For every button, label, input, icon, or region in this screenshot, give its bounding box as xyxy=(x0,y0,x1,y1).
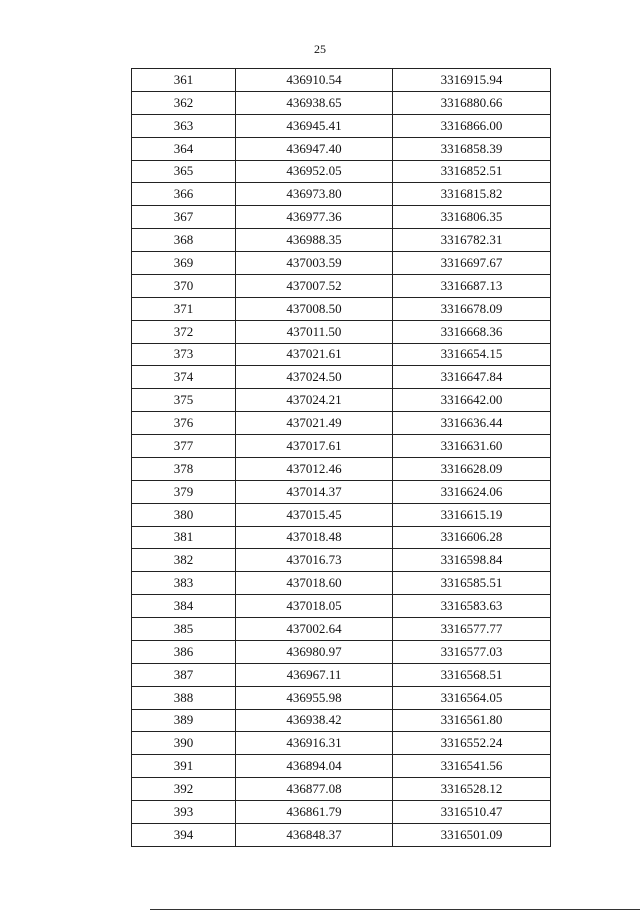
table-row xyxy=(132,160,551,183)
table-row xyxy=(132,366,551,389)
table-row xyxy=(132,778,551,801)
y-coordinate-cell: 3316564.05 xyxy=(393,686,551,709)
y-coordinate-cell: 3316552.24 xyxy=(393,732,551,755)
x-coordinate-cell: 436947.40 xyxy=(236,137,393,160)
table-row xyxy=(132,343,551,366)
y-coordinate-cell: 3316654.15 xyxy=(393,343,551,366)
point-number-cell: 388 xyxy=(132,686,236,709)
x-coordinate-cell: 436973.80 xyxy=(236,183,393,206)
table-row xyxy=(132,69,551,92)
point-number-cell: 384 xyxy=(132,595,236,618)
y-coordinate-cell: 3316858.39 xyxy=(393,137,551,160)
table-row xyxy=(132,732,551,755)
table-row xyxy=(132,480,551,503)
point-number-cell: 383 xyxy=(132,572,236,595)
x-coordinate-cell: 437017.61 xyxy=(236,435,393,458)
y-coordinate-cell: 3316541.56 xyxy=(393,755,551,778)
x-coordinate-cell: 436967.11 xyxy=(236,663,393,686)
x-coordinate-cell: 436980.97 xyxy=(236,640,393,663)
x-coordinate-cell: 436955.98 xyxy=(236,686,393,709)
y-coordinate-cell: 3316915.94 xyxy=(393,69,551,92)
point-number-cell: 367 xyxy=(132,206,236,229)
y-coordinate-cell: 3316577.03 xyxy=(393,640,551,663)
table-row xyxy=(132,274,551,297)
table-row xyxy=(132,823,551,846)
table-row xyxy=(132,435,551,458)
y-coordinate-cell: 3316628.09 xyxy=(393,457,551,480)
point-number-cell: 369 xyxy=(132,252,236,275)
y-coordinate-cell: 3316528.12 xyxy=(393,778,551,801)
point-number-cell: 386 xyxy=(132,640,236,663)
y-coordinate-cell: 3316615.19 xyxy=(393,503,551,526)
table-row xyxy=(132,183,551,206)
x-coordinate-cell: 437016.73 xyxy=(236,549,393,572)
table-row xyxy=(132,709,551,732)
point-number-cell: 380 xyxy=(132,503,236,526)
table-row xyxy=(132,640,551,663)
y-coordinate-cell: 3316585.51 xyxy=(393,572,551,595)
x-coordinate-cell: 436916.31 xyxy=(236,732,393,755)
point-number-cell: 379 xyxy=(132,480,236,503)
point-number-cell: 385 xyxy=(132,618,236,641)
y-coordinate-cell: 3316678.09 xyxy=(393,297,551,320)
y-coordinate-cell: 3316561.80 xyxy=(393,709,551,732)
x-coordinate-cell: 437024.50 xyxy=(236,366,393,389)
table-row xyxy=(132,503,551,526)
x-coordinate-cell: 436848.37 xyxy=(236,823,393,846)
y-coordinate-cell: 3316782.31 xyxy=(393,229,551,252)
point-number-cell: 382 xyxy=(132,549,236,572)
point-number-cell: 392 xyxy=(132,778,236,801)
point-number-cell: 374 xyxy=(132,366,236,389)
point-number-cell: 381 xyxy=(132,526,236,549)
y-coordinate-cell: 3316642.00 xyxy=(393,389,551,412)
table-row xyxy=(132,549,551,572)
point-number-cell: 376 xyxy=(132,412,236,435)
x-coordinate-cell: 436894.04 xyxy=(236,755,393,778)
y-coordinate-cell: 3316631.60 xyxy=(393,435,551,458)
point-number-cell: 391 xyxy=(132,755,236,778)
point-number-cell: 368 xyxy=(132,229,236,252)
y-coordinate-cell: 3316624.06 xyxy=(393,480,551,503)
x-coordinate-cell: 436877.08 xyxy=(236,778,393,801)
table-row xyxy=(132,297,551,320)
table-row xyxy=(132,389,551,412)
y-coordinate-cell: 3316806.35 xyxy=(393,206,551,229)
x-coordinate-cell: 437003.59 xyxy=(236,252,393,275)
y-coordinate-cell: 3316568.51 xyxy=(393,663,551,686)
point-number-cell: 377 xyxy=(132,435,236,458)
table-row xyxy=(132,137,551,160)
y-coordinate-cell: 3316606.28 xyxy=(393,526,551,549)
table-row xyxy=(132,755,551,778)
table-row xyxy=(132,801,551,824)
x-coordinate-cell: 437002.64 xyxy=(236,618,393,641)
point-number-cell: 389 xyxy=(132,709,236,732)
point-number-cell: 363 xyxy=(132,114,236,137)
y-coordinate-cell: 3316636.44 xyxy=(393,412,551,435)
point-number-cell: 378 xyxy=(132,457,236,480)
table-row xyxy=(132,572,551,595)
point-number-cell: 364 xyxy=(132,137,236,160)
table-row xyxy=(132,412,551,435)
x-coordinate-cell: 436988.35 xyxy=(236,229,393,252)
x-coordinate-cell: 436952.05 xyxy=(236,160,393,183)
point-number-cell: 361 xyxy=(132,69,236,92)
y-coordinate-cell: 3316583.63 xyxy=(393,595,551,618)
point-number-cell: 366 xyxy=(132,183,236,206)
coordinate-table xyxy=(131,68,551,847)
y-coordinate-cell: 3316510.47 xyxy=(393,801,551,824)
x-coordinate-cell: 437018.05 xyxy=(236,595,393,618)
x-coordinate-cell: 437021.49 xyxy=(236,412,393,435)
x-coordinate-cell: 436977.36 xyxy=(236,206,393,229)
x-coordinate-cell: 437018.48 xyxy=(236,526,393,549)
x-coordinate-cell: 437018.60 xyxy=(236,572,393,595)
y-coordinate-cell: 3316501.09 xyxy=(393,823,551,846)
table-row xyxy=(132,320,551,343)
page-bottom-rule xyxy=(150,909,640,910)
table-row xyxy=(132,595,551,618)
y-coordinate-cell: 3316647.84 xyxy=(393,366,551,389)
point-number-cell: 375 xyxy=(132,389,236,412)
x-coordinate-cell: 437007.52 xyxy=(236,274,393,297)
point-number-cell: 370 xyxy=(132,274,236,297)
point-number-cell: 387 xyxy=(132,663,236,686)
x-coordinate-cell: 437021.61 xyxy=(236,343,393,366)
point-number-cell: 371 xyxy=(132,297,236,320)
coordinate-table-body xyxy=(132,69,551,847)
y-coordinate-cell: 3316852.51 xyxy=(393,160,551,183)
x-coordinate-cell: 436938.65 xyxy=(236,91,393,114)
table-row xyxy=(132,206,551,229)
point-number-cell: 362 xyxy=(132,91,236,114)
table-row xyxy=(132,526,551,549)
y-coordinate-cell: 3316815.82 xyxy=(393,183,551,206)
x-coordinate-cell: 437014.37 xyxy=(236,480,393,503)
table-row xyxy=(132,229,551,252)
x-coordinate-cell: 437012.46 xyxy=(236,457,393,480)
table-row xyxy=(132,252,551,275)
x-coordinate-cell: 436910.54 xyxy=(236,69,393,92)
table-row xyxy=(132,457,551,480)
x-coordinate-cell: 437024.21 xyxy=(236,389,393,412)
x-coordinate-cell: 437008.50 xyxy=(236,297,393,320)
page-number: 25 xyxy=(314,42,326,56)
y-coordinate-cell: 3316598.84 xyxy=(393,549,551,572)
point-number-cell: 390 xyxy=(132,732,236,755)
x-coordinate-cell: 436861.79 xyxy=(236,801,393,824)
x-coordinate-cell: 437011.50 xyxy=(236,320,393,343)
table-row xyxy=(132,114,551,137)
point-number-cell: 393 xyxy=(132,801,236,824)
y-coordinate-cell: 3316687.13 xyxy=(393,274,551,297)
y-coordinate-cell: 3316880.66 xyxy=(393,91,551,114)
table-row xyxy=(132,91,551,114)
y-coordinate-cell: 3316697.67 xyxy=(393,252,551,275)
y-coordinate-cell: 3316668.36 xyxy=(393,320,551,343)
table-row xyxy=(132,618,551,641)
table-row xyxy=(132,686,551,709)
point-number-cell: 394 xyxy=(132,823,236,846)
point-number-cell: 373 xyxy=(132,343,236,366)
point-number-cell: 372 xyxy=(132,320,236,343)
y-coordinate-cell: 3316866.00 xyxy=(393,114,551,137)
table-row xyxy=(132,663,551,686)
x-coordinate-cell: 436945.41 xyxy=(236,114,393,137)
x-coordinate-cell: 436938.42 xyxy=(236,709,393,732)
y-coordinate-cell: 3316577.77 xyxy=(393,618,551,641)
x-coordinate-cell: 437015.45 xyxy=(236,503,393,526)
point-number-cell: 365 xyxy=(132,160,236,183)
